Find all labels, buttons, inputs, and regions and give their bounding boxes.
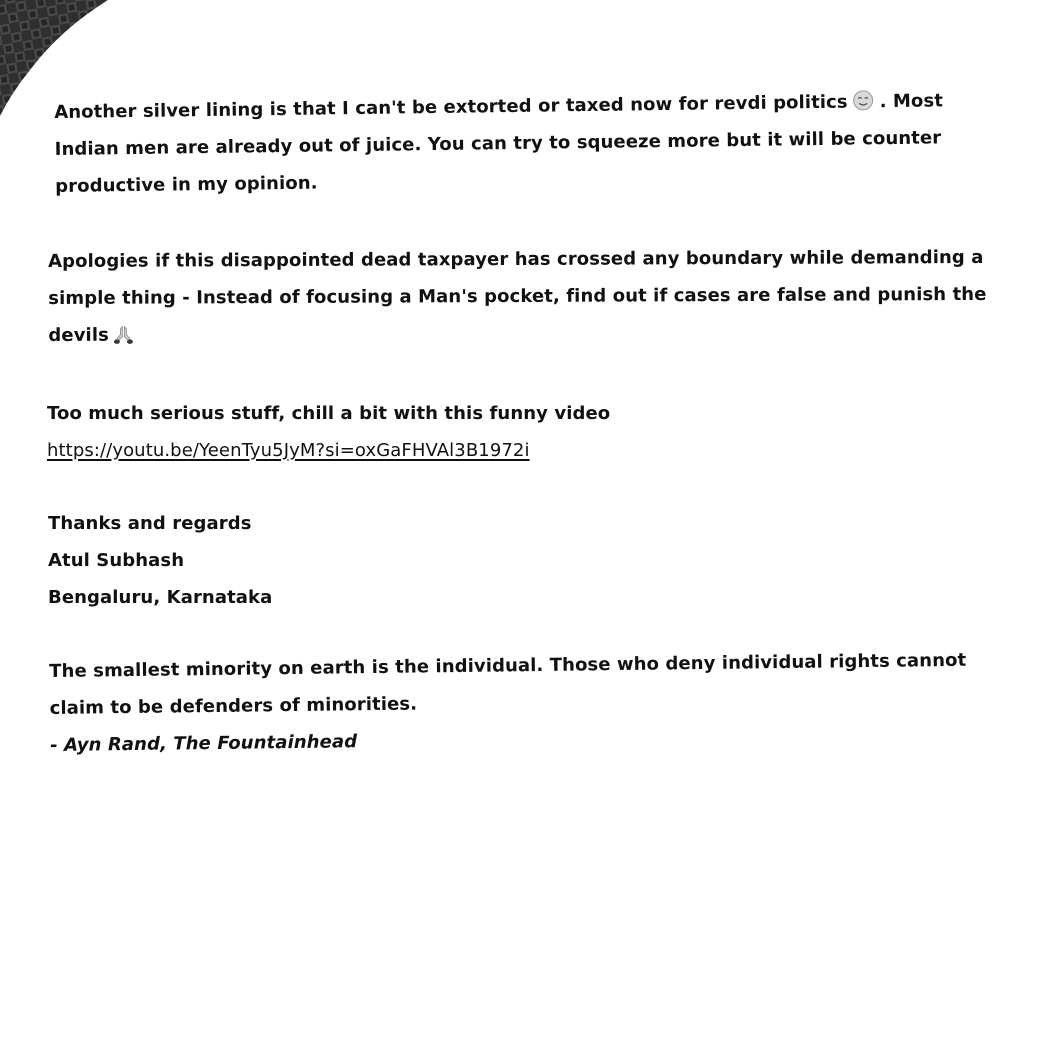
quote-block xyxy=(49,642,967,764)
text-segment: Another silver lining is that I can't be extorted or taxed now for revdi politics xyxy=(54,91,848,123)
quote-line: The smallest minority on earth is the individual. Those who deny individual rights cannot xyxy=(49,649,967,682)
paragraph-silver-lining xyxy=(54,82,944,205)
signer-name: Atul Subhash xyxy=(48,550,185,571)
closing-text: Thanks and regards xyxy=(48,513,252,534)
signature-block xyxy=(48,505,928,616)
text-segment: . Most xyxy=(879,90,944,113)
signer-location: Bengaluru, Karnataka xyxy=(48,587,273,608)
folded-hands-icon xyxy=(113,323,135,345)
paragraph-apologies xyxy=(48,239,987,354)
text-line: Apologies if this disappointed dead taxpayer has crossed any boundary while demanding a xyxy=(48,246,984,272)
relieved-face-icon xyxy=(852,89,874,111)
letter-body xyxy=(47,90,987,756)
text-line: productive in my opinion. xyxy=(55,172,318,197)
text-segment: devils xyxy=(48,324,109,346)
youtube-link[interactable]: https://youtu.be/YeenTyu5JyM?si=oxGaFHVAl3B1972i xyxy=(47,440,530,461)
text-line: Indian men are already out of juice. You can try to squeeze more but it will be counter xyxy=(54,127,942,160)
text-line: Too much serious stuff, chill a bit with this funny video xyxy=(47,403,611,424)
text-line xyxy=(48,313,928,354)
text-line: simple thing - Instead of focusing a Man's pocket, find out if cases are false and punish the xyxy=(48,283,987,309)
paragraph-funny-video xyxy=(47,395,927,469)
quote-attribution: - Ayn Rand, The Fountainhead xyxy=(50,731,358,756)
quote-line: claim to be defenders of minorities. xyxy=(49,693,418,719)
